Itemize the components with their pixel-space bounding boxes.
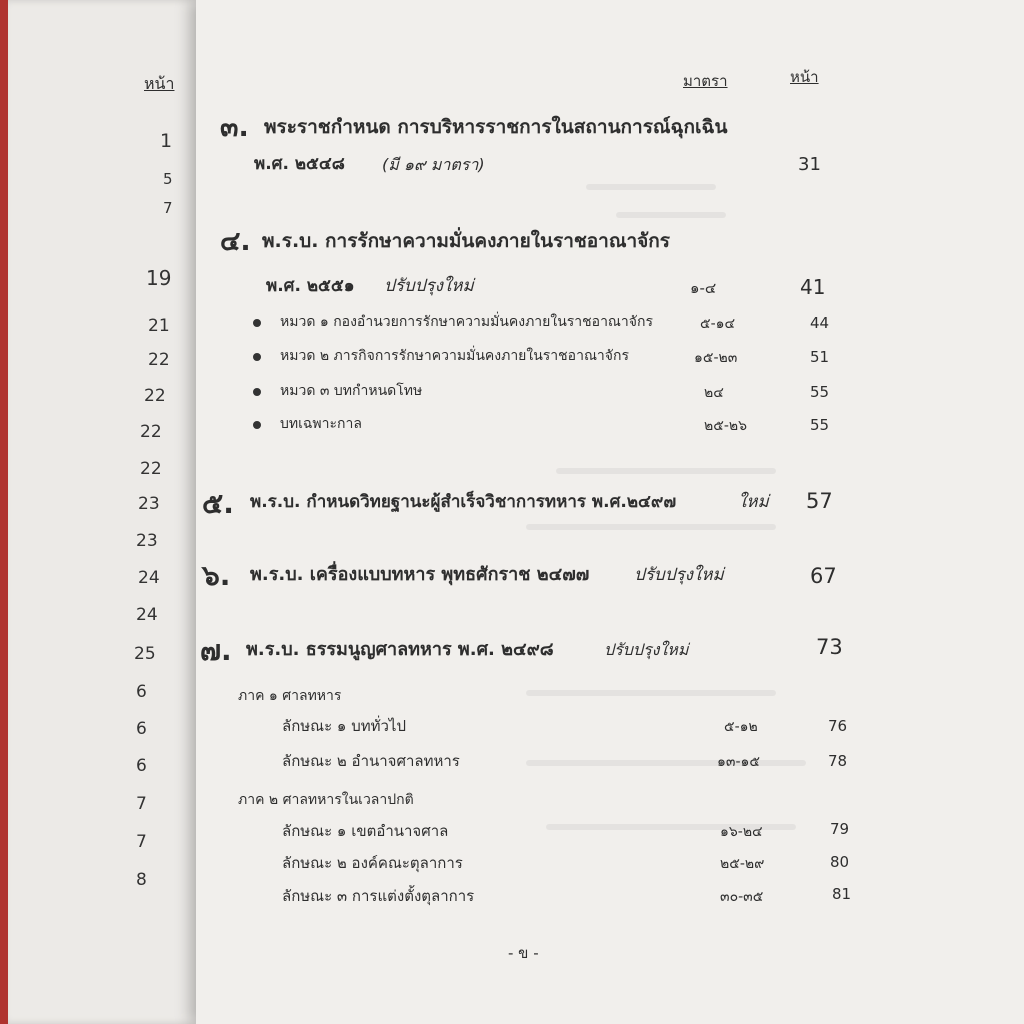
entry-title: พ.ร.บ. เครื่องแบบทหาร พุทธศักราช ๒๔๗๗ xyxy=(250,564,590,585)
show-through-line xyxy=(526,524,776,530)
item-sections: ๕-๑๔ xyxy=(700,316,736,332)
left-page-number: 22 xyxy=(140,422,162,442)
item-label: ลักษณะ ๑ บททั่วไป xyxy=(282,717,406,735)
item-page: 51 xyxy=(810,348,830,366)
item-sections: ๕-๑๒ xyxy=(724,719,758,735)
entry-subtitle: พ.ศ. ๒๕๔๘ xyxy=(254,154,345,174)
part-label: ภาค ๑ ศาลทหาร xyxy=(238,688,342,704)
show-through-line xyxy=(526,690,776,696)
entry-number: ๓. xyxy=(220,112,249,143)
item-sections: ๑๖-๒๔ xyxy=(720,824,763,840)
item-page: 78 xyxy=(828,752,848,770)
item-label: ลักษณะ ๓ การแต่งตั้งตุลาการ xyxy=(282,887,475,905)
left-page-number: 23 xyxy=(136,531,158,551)
item-page: 81 xyxy=(832,885,852,903)
item-label: ลักษณะ ๒ องค์คณะตุลาการ xyxy=(282,854,463,872)
item-page: 80 xyxy=(830,853,850,871)
left-page-number: 22 xyxy=(144,386,166,406)
item-sections: ๑๓-๑๕ xyxy=(717,754,760,770)
entry-page: 73 xyxy=(816,635,843,659)
entry-number: ๔. xyxy=(220,226,251,257)
item-page: 44 xyxy=(810,314,830,332)
left-page-number: 25 xyxy=(134,644,156,664)
entry-page: 67 xyxy=(810,564,837,588)
book-cover-edge xyxy=(0,0,8,1024)
entry-title: พ.ร.บ. กำหนดวิทยฐานะผู้สำเร็จวิชาการทหาร พ.ศ.๒๔๙๗ xyxy=(250,492,677,512)
left-page-number: 22 xyxy=(148,350,170,370)
left-page-header: หน้า xyxy=(144,74,175,93)
entry-title: พระราชกำหนด การบริหารราชการในสถานการณ์ฉุกเฉิน xyxy=(264,116,728,138)
entry-number: ๗. xyxy=(200,634,232,667)
entry-title: พ.ร.บ. ธรรมนูญศาลทหาร พ.ศ. ๒๔๙๘ xyxy=(246,639,554,660)
item-label: ลักษณะ ๒ อำนาจศาลทหาร xyxy=(282,752,460,770)
item-sections: ๓๐-๓๕ xyxy=(720,889,764,905)
item-sections: ๒๕-๒๖ xyxy=(704,418,747,434)
column-header-page: หน้า xyxy=(790,68,819,86)
bullet-icon xyxy=(253,388,261,396)
show-through-line xyxy=(586,184,716,190)
left-page-number: 6 xyxy=(136,682,147,702)
bullet-icon xyxy=(253,421,261,429)
left-page-number: 19 xyxy=(146,266,172,290)
bullet-icon xyxy=(253,353,261,361)
left-page-number: 1 xyxy=(160,130,173,152)
left-page xyxy=(8,0,208,1024)
item-label: หมวด ๑ กองอำนวยการรักษาความมั่นคงภายในราชอาณาจักร xyxy=(280,314,653,330)
entry-page: 31 xyxy=(798,154,821,175)
show-through-line xyxy=(526,760,806,766)
left-page-number: 7 xyxy=(136,794,147,814)
entry-note: ปรับปรุงใหม่ xyxy=(384,276,474,296)
left-page-number: 21 xyxy=(148,316,170,336)
entry-note: ใหม่ xyxy=(738,492,769,512)
entry-number: ๖. xyxy=(202,559,231,592)
item-label: ลักษณะ ๑ เขตอำนาจศาล xyxy=(282,822,449,840)
entry-sections: ๑-๔ xyxy=(690,279,717,297)
show-through-line xyxy=(556,468,776,474)
show-through-line xyxy=(616,212,726,218)
page-footer: - ข - xyxy=(508,944,539,962)
entry-title: พ.ร.บ. การรักษาความมั่นคงภายในราชอาณาจักร xyxy=(262,230,670,252)
left-page-number: 8 xyxy=(136,870,147,890)
item-page: 55 xyxy=(810,383,830,401)
left-page-number: 23 xyxy=(138,494,160,514)
item-page: 79 xyxy=(830,820,850,838)
item-page: 55 xyxy=(810,416,830,434)
column-header-section: มาตรา xyxy=(683,72,728,90)
item-label: บทเฉพาะกาล xyxy=(280,416,362,432)
item-sections: ๑๕-๒๓ xyxy=(694,350,738,366)
left-page-number: 7 xyxy=(136,832,147,852)
left-page-number: 24 xyxy=(138,568,160,588)
entry-note: ปรับปรุงใหม่ xyxy=(604,640,689,659)
entry-number: ๕. xyxy=(202,487,234,520)
item-label: หมวด ๒ ภารกิจการรักษาความมั่นคงภายในราชอาณาจักร xyxy=(280,348,629,364)
entry-page: 41 xyxy=(800,275,826,299)
left-page-number: 6 xyxy=(136,756,147,776)
left-page-number: 6 xyxy=(136,719,147,739)
left-page-number: 22 xyxy=(140,459,162,479)
entry-subtitle: พ.ศ. ๒๕๕๑ xyxy=(266,276,355,296)
entry-page: 57 xyxy=(806,489,833,513)
item-sections: ๒๔ xyxy=(704,385,724,401)
item-label: หมวด ๓ บทกำหนดโทษ xyxy=(280,383,423,399)
left-page-number: 5 xyxy=(163,170,173,188)
entry-note: (มี ๑๙ มาตรา) xyxy=(382,155,485,174)
part-label: ภาค ๒ ศาลทหารในเวลาปกติ xyxy=(238,792,414,808)
entry-note: ปรับปรุงใหม่ xyxy=(634,565,724,585)
left-page-number: 24 xyxy=(136,605,158,625)
item-sections: ๒๕-๒๙ xyxy=(720,856,765,872)
bullet-icon xyxy=(253,319,261,327)
item-page: 76 xyxy=(828,717,848,735)
left-page-number: 7 xyxy=(163,199,173,217)
